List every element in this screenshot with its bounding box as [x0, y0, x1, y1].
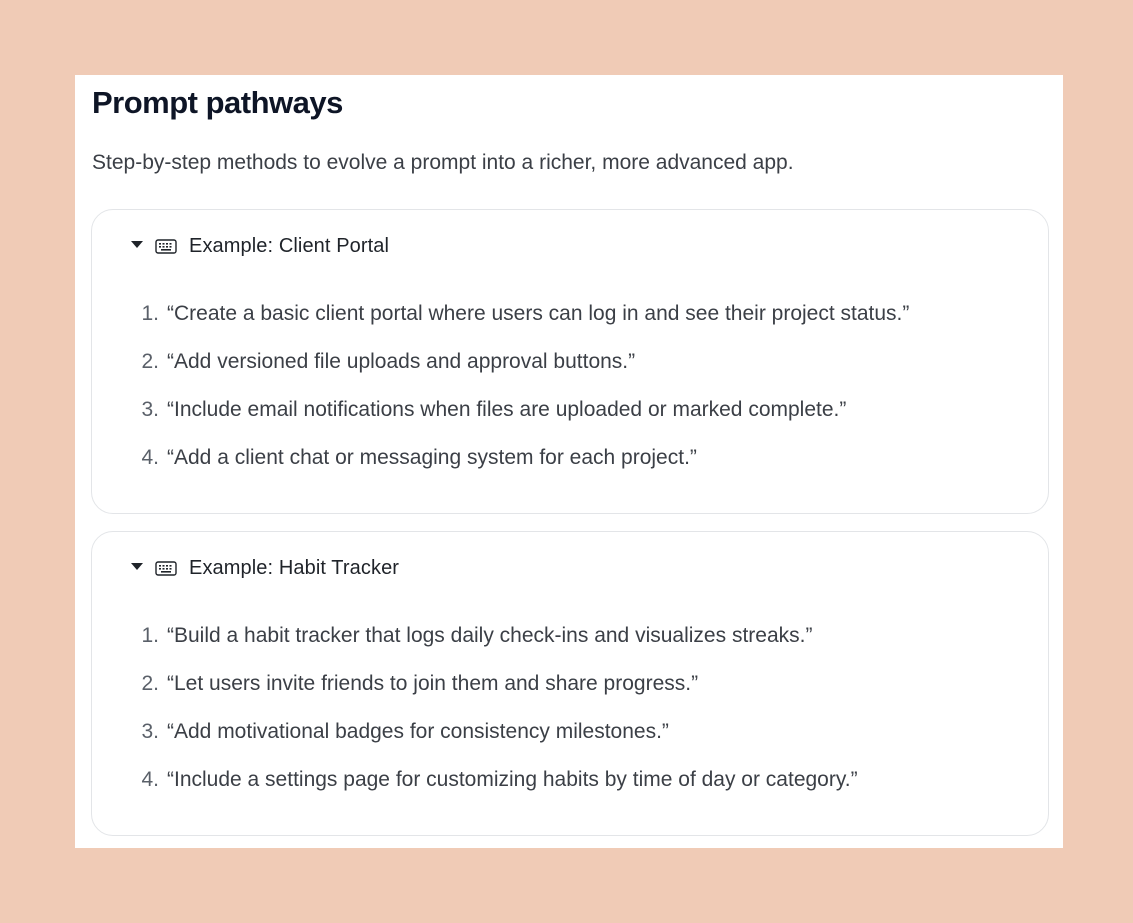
- caret-down-icon: [131, 563, 143, 570]
- content-card: [75, 75, 1063, 848]
- steps-list: [132, 624, 858, 816]
- list-item: [132, 350, 909, 398]
- example-title: Example: Client Portal: [189, 234, 390, 257]
- step-text: “Add versioned file uploads and approval buttons.”: [167, 350, 636, 373]
- list-item: [132, 624, 858, 672]
- page-title: Prompt pathways: [92, 85, 343, 120]
- step-text: “Include a settings page for customizing habits by time of day or category.”: [167, 768, 858, 791]
- step-text: “Include email notifications when files are uploaded or marked complete.”: [167, 398, 847, 421]
- step-number: 2.: [141, 672, 159, 695]
- page-subtitle: Step-by-step methods to evolve a prompt into a richer, more advanced app.: [92, 151, 794, 174]
- keyboard-icon: [155, 561, 177, 576]
- caret-down-icon: [131, 241, 143, 248]
- steps-list: [132, 302, 909, 494]
- step-number: 3.: [141, 720, 159, 743]
- step-number: 2.: [141, 350, 159, 373]
- step-text: “Add a client chat or messaging system for each project.”: [167, 446, 697, 469]
- step-number: 1.: [141, 624, 159, 647]
- example-toggle[interactable]: [131, 232, 389, 260]
- step-text: “Build a habit tracker that logs daily check-ins and visualizes streaks.”: [167, 624, 813, 647]
- step-number: 3.: [141, 398, 159, 421]
- example-client-portal: [91, 209, 1049, 514]
- list-item: [132, 302, 909, 350]
- keyboard-icon: [155, 239, 177, 254]
- list-item: [132, 672, 858, 720]
- step-number: 4.: [141, 768, 159, 791]
- list-item: [132, 768, 858, 816]
- example-title: Example: Habit Tracker: [189, 556, 400, 579]
- list-item: [132, 398, 909, 446]
- example-toggle[interactable]: [131, 554, 399, 582]
- step-text: “Let users invite friends to join them and share progress.”: [167, 672, 699, 695]
- step-number: 1.: [141, 302, 159, 325]
- list-item: [132, 446, 909, 494]
- list-item: [132, 720, 858, 768]
- example-habit-tracker: [91, 531, 1049, 836]
- step-text: “Add motivational badges for consistency milestones.”: [167, 720, 669, 743]
- step-number: 4.: [141, 446, 159, 469]
- step-text: “Create a basic client portal where users can log in and see their project status.”: [167, 302, 910, 325]
